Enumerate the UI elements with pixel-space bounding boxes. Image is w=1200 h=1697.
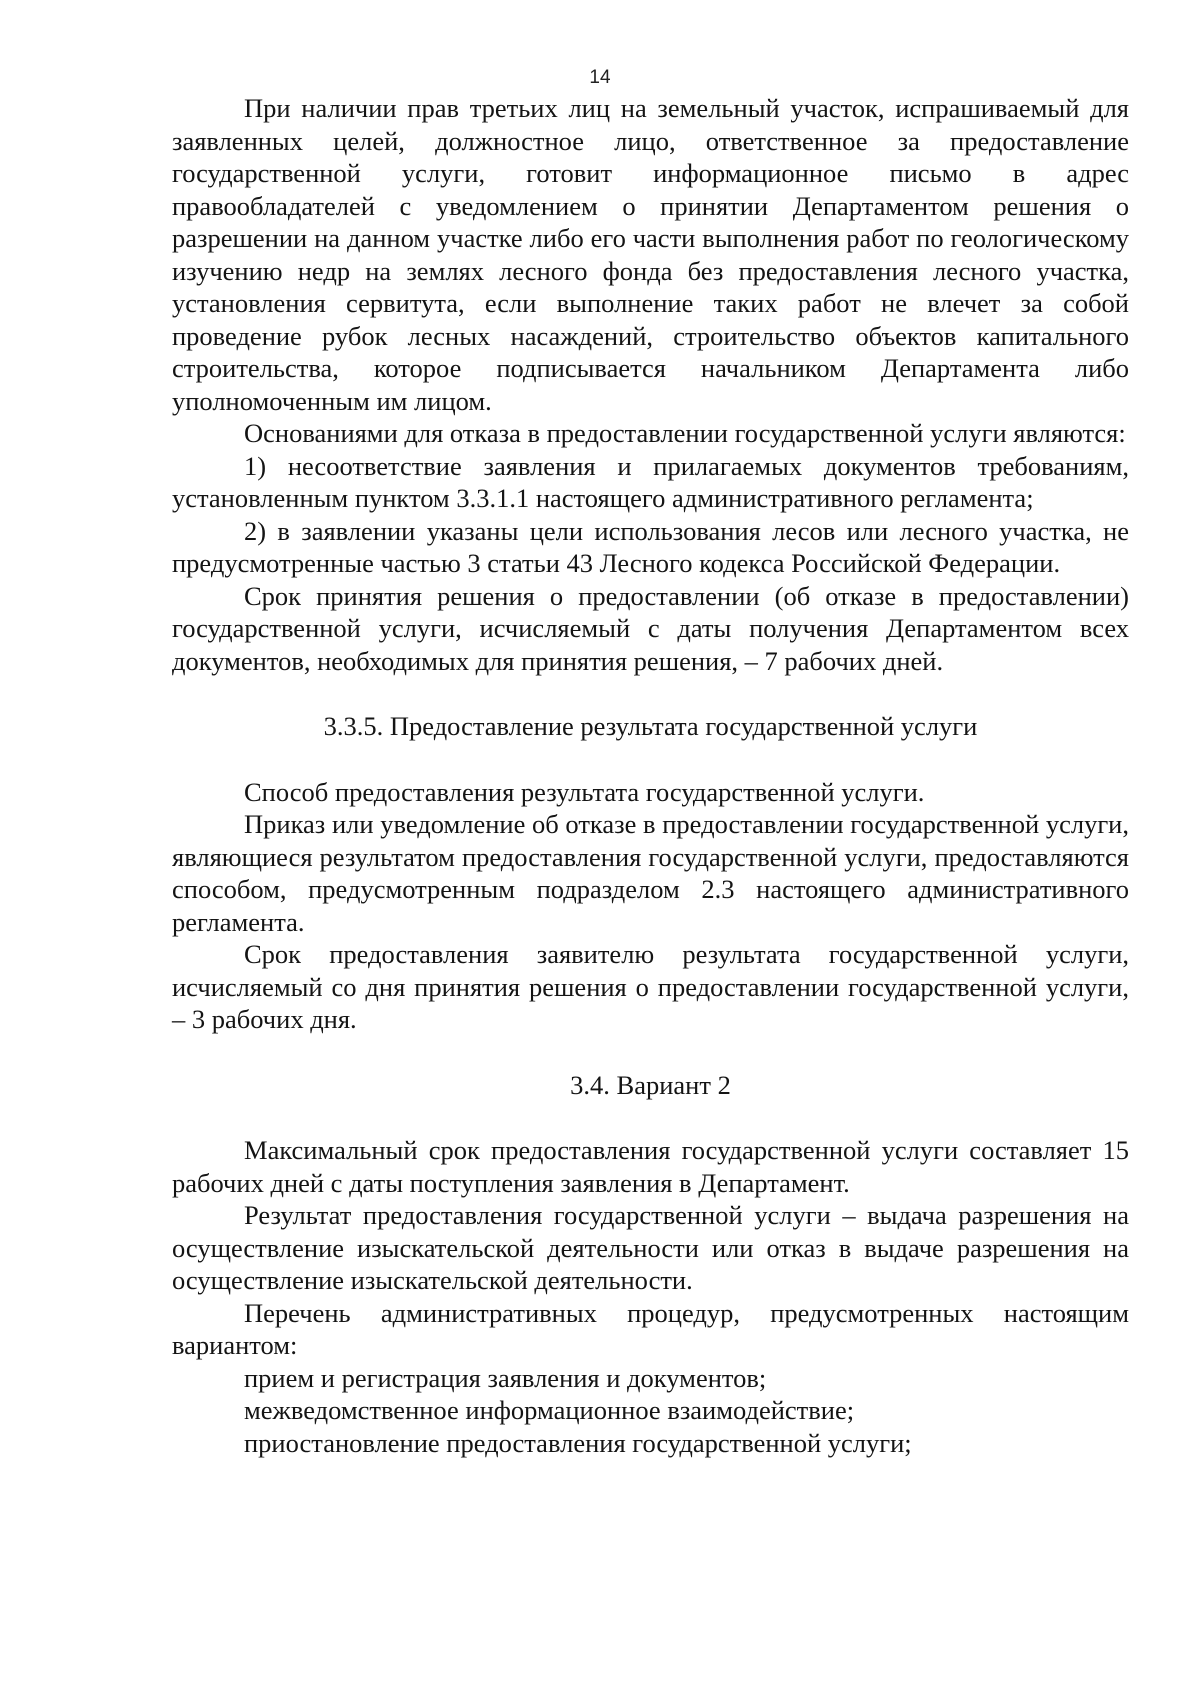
list-item-procedure-3: приостановление предоставления государственной услуги; — [244, 1427, 912, 1458]
paragraph-procedures-list-intro: Перечень административных процедур, предусмотренных настоящим вариантом: — [172, 1297, 1129, 1360]
paragraph-max-term: Максимальный срок предоставления государственной услуги составляет 15 рабочих дней с даты поступления заявления в Департамент. — [172, 1135, 1129, 1198]
document-body — [172, 92, 1129, 1459]
paragraph-result-method: Способ предоставления результата государственной услуги. — [244, 776, 925, 807]
paragraph-refusal-grounds: Основаниями для отказа в предоставлении государственной услуги являются: — [244, 418, 1126, 448]
paragraph-third-party-rights: При наличии прав третьих лиц на земельный участок, испрашиваемый для заявленных целей, должностное лицо, ответственное за предоставление государственной услуги, готовит информационное письмо в адрес правообладателей с уведомлением о принятии Департаментом решения о разрешении на данном участке либо его части выполнения работ по геологическому изучению недр на землях лесного фонда без предоставления лесного участка, установления сервитута, если выполнение таких работ не влечет за собой проведение рубок лесных насаждений, строительство объектов капитального строительства, которое подписывается начальником Департамента либо уполномоченным им лицом. — [172, 93, 1129, 416]
paragraph-service-result: Результат предоставления государственной услуги – выдача разрешения на осуществление изыскательской деятельности или отказ в выдаче разрешения на осуществление изыскательской деятельности. — [172, 1200, 1129, 1295]
paragraph-refusal-ground-2: 2) в заявлении указаны цели использования лесов или лесного участка, не предусмотренные частью 3 статьи 43 Лесного кодекса Российской Федерации. — [172, 515, 1129, 578]
section-heading-3-4: 3.4. Вариант 2 — [570, 1069, 731, 1100]
page-number: 14 — [589, 67, 611, 88]
paragraph-refusal-ground-1: 1) несоответствие заявления и прилагаемых документов требованиям, установленным пунктом 3.3.1.1 настоящего административного регламента; — [172, 450, 1129, 513]
paragraph-result-order: Приказ или уведомление об отказе в предоставлении государственной услуги, являющиеся результатом предоставления государственной услуги, предоставляются способом, предусмотренным подразделом 2.3 настоящего административного регламента. — [172, 809, 1129, 937]
list-item-procedure-1: прием и регистрация заявления и документов; — [244, 1362, 767, 1393]
paragraph-decision-term: Срок принятия решения о предоставлении (об отказе в предоставлении) государственной услуги, исчисляемый с даты получения Департаментом всех документов, необходимых для принятия решения, – 7 рабочих дней. — [172, 580, 1129, 676]
paragraph-result-term: Срок предоставления заявителю результата государственной услуги, исчисляемый со дня принятия решения о предоставлении государственной услуги, – 3 рабочих дня. — [172, 939, 1129, 1034]
section-heading-3-3-5: 3.3.5. Предоставление результата государственной услуги — [323, 711, 978, 741]
list-item-procedure-2: межведомственное информационное взаимодействие; — [244, 1395, 855, 1425]
